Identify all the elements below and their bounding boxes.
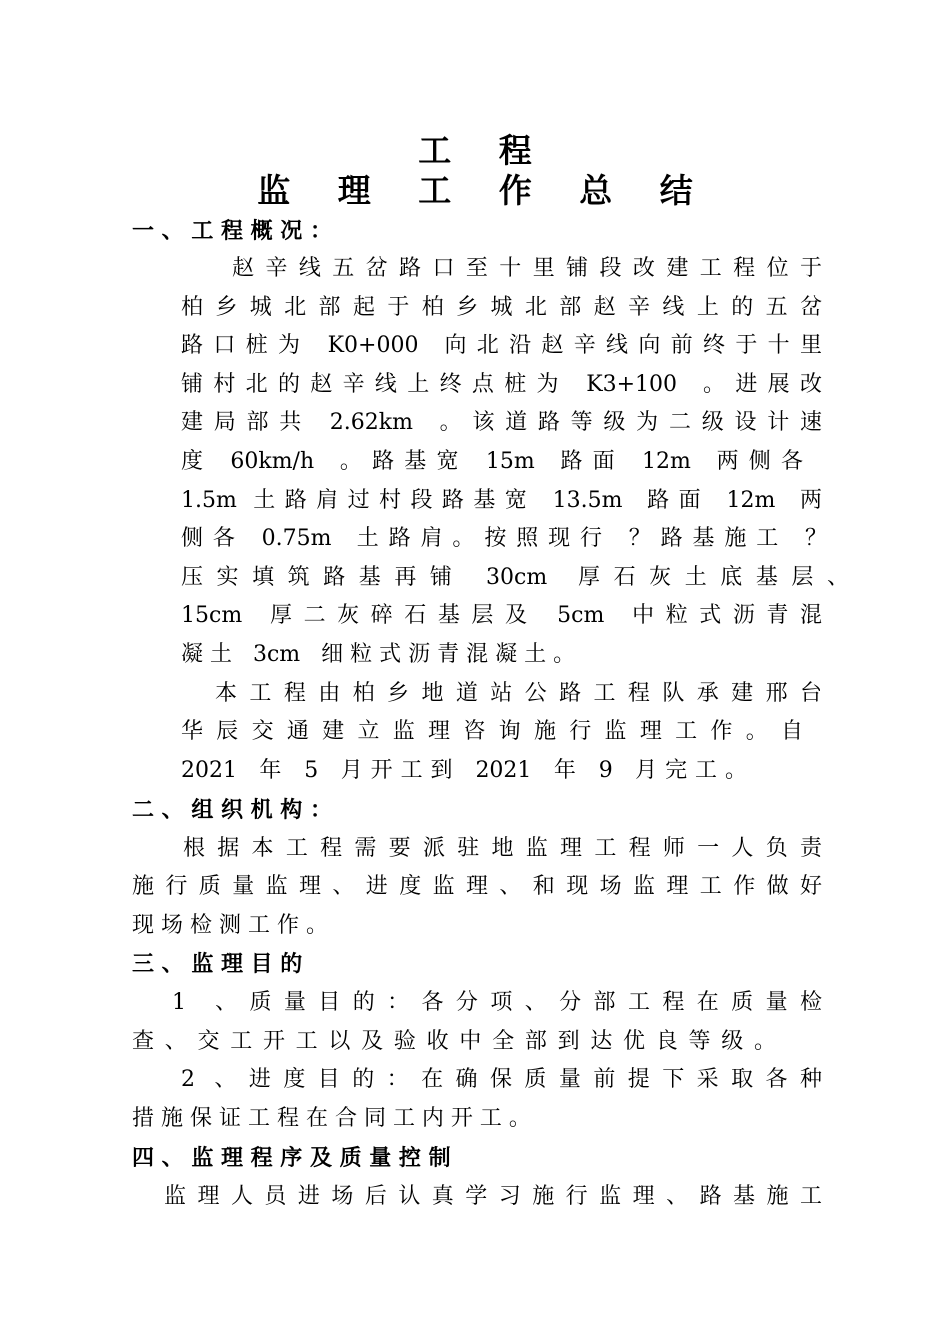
paragraph-line: 压 实 填 筑 路 基 再 铺 30cm 厚 石 灰 土 底 基 层 、	[181, 565, 849, 590]
paragraph-line: 路 口 桩 为 K0+000 向 北 沿 赵 辛 线 向 前 终 于 十 里	[181, 333, 822, 358]
paragraph-line: 本 工 程 由 柏 乡 地 道 站 公 路 工 程 队 承 建 邢 台	[215, 681, 822, 706]
paragraph-line: 柏 乡 城 北 部 起 于 柏 乡 城 北 部 赵 辛 线 上 的 五 岔	[181, 295, 822, 320]
paragraph-line: 1 、 质 量 目 的 ： 各 分 项 、 分 部 工 程 在 质 量 检	[172, 990, 822, 1015]
paragraph-line: 凝 土 3cm 细 粒 式 沥 青 混 凝 土 。	[181, 642, 576, 667]
paragraph-line: 施 行 质 量 监 理 、 进 度 监 理 、 和 现 场 监 理 工 作 做 好	[132, 874, 822, 899]
paragraph-line: 侧 各 0.75m 土 路 肩 。 按 照 现 行 ？ 路 基 施 工 ？	[181, 526, 827, 551]
paragraph-line: 1.5m 土 路 肩 过 村 段 路 基 宽 13.5m 路 面 12m 两	[181, 488, 822, 513]
paragraph-line: 2 、 进 度 目 的 ： 在 确 保 质 量 前 提 下 采 取 各 种	[181, 1067, 822, 1092]
paragraph-line: 铺 村 北 的 赵 辛 线 上 终 点 桩 为 K3+100 。 进 展 改	[181, 372, 822, 397]
paragraph-line: 建 局 部 共 2.62km 。 该 道 路 等 级 为 二 级 设 计 速	[181, 410, 822, 435]
paragraph-line: 根 据 本 工 程 需 要 派 驻 地 监 理 工 程 师 一 人 负 责	[183, 836, 822, 861]
paragraph-line: 15cm 厚 二 灰 碎 石 基 层 及 5cm 中 粒 式 沥 青 混	[181, 603, 822, 628]
paragraph-line: 监 理 人 员 进 场 后 认 真 学 习 施 行 监 理 、 路 基 施 工	[164, 1184, 822, 1209]
paragraph-line: 现 场 检 测 工 作 。	[132, 913, 328, 938]
paragraph-line: 查 、 交 工 开 工 以 及 验 收 中 全 部 到 达 优 良 等 级 。	[132, 1029, 776, 1054]
title-line-1: 工 程	[418, 131, 550, 170]
paragraph-line: 华 辰 交 通 建 立 监 理 咨 询 施 行 监 理 工 作 。 自	[181, 719, 803, 744]
paragraph-line: 2021 年 5 月 开 工 到 2021 年 9 月 完 工 。	[181, 758, 747, 783]
paragraph-line: 措 施 保 证 工 程 在 合 同 工 内 开 工 。	[132, 1106, 531, 1131]
section-heading-3: 三 、 监 理 目 的	[132, 951, 303, 977]
section-heading-4: 四 、 监 理 程 序 及 质 量 控 制	[132, 1145, 451, 1171]
document-title: 监 理 工 作 总 结	[257, 171, 711, 210]
section-heading-2: 二 、 组 织 机 构 ：	[132, 797, 332, 823]
paragraph-line: 度 60km/h 。 路 基 宽 15m 路 面 12m 两 侧 各	[181, 449, 803, 474]
paragraph-line: 赵 辛 线 五 岔 路 口 至 十 里 铺 段 改 建 工 程 位 于	[232, 256, 822, 281]
section-heading-1: 一 、 工 程 概 况 ：	[132, 218, 332, 244]
